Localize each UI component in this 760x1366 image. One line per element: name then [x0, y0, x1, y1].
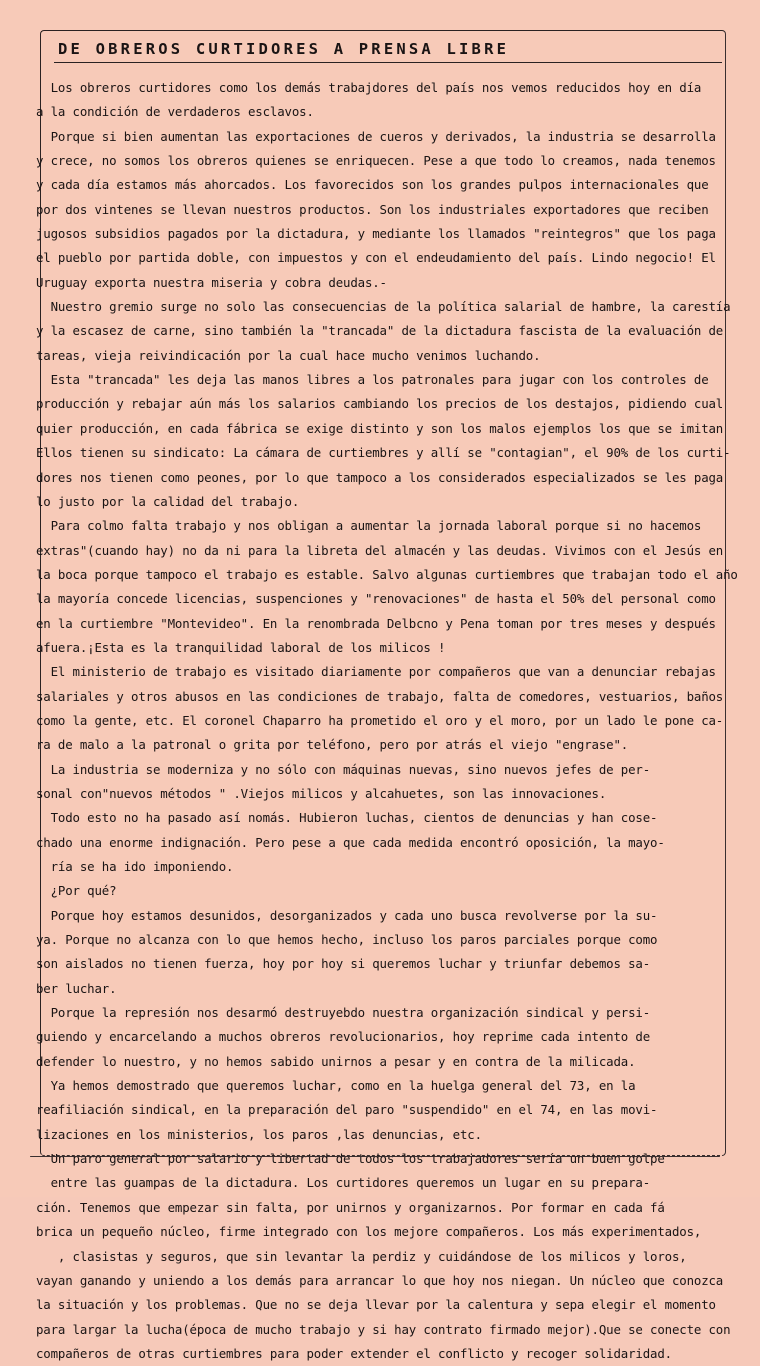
text-line: ya. Porque no alcanza con lo que hemos hecho, incluso los paros parciales porque como	[36, 932, 658, 948]
text-line: en la curtiembre "Montevideo". En la renombrada Delbcno y Pena toman por tres meses y después	[36, 615, 716, 631]
text-line: ra de malo a la patronal o grita por teléfono, pero por atrás el viejo "engrase".	[36, 737, 629, 753]
text-line: Ellos tienen su sindicato: La cámara de curtiembres y allí se "contagian", el 90% de los curti-	[36, 445, 731, 461]
text-line: quier producción, en cada fábrica se exige distinto y son los malos ejemplos los que se imitan	[36, 420, 724, 436]
text-line: son aislados no tienen fuerza, hoy por hoy si queremos luchar y triunfar debemos sa-	[36, 956, 651, 972]
text-line: dores nos tienen como peones, por lo que tampoco a los considerados especializados se les paga	[36, 469, 724, 485]
text-line: para largar la lucha(época de mucho trabajo y si hay contrato firmado mejor).Que se conecte con	[36, 1321, 731, 1337]
text-line: ción. Tenemos que empezar sin falta, por unirnos y organizarnos. Por formar en cada fá	[36, 1199, 665, 1215]
text-line: como la gente, etc. El coronel Chaparro ha prometido el oro y el moro, por un lado le pone ca-	[36, 712, 724, 728]
text-line: tareas, vieja reivindicación por la cual hace mucho venimos luchando.	[36, 347, 541, 363]
text-line: Los obreros curtidores como los demás trabajdores del país nos vemos reducidos hoy en día	[36, 80, 702, 95]
text-line: Todo esto no ha pasado así nomás. Hubieron luchas, cientos de denuncias y han cose-	[36, 810, 658, 826]
text-line: , clasistas y seguros, que sin levantar la perdiz y cuidándose de los milicos y loros,	[36, 1248, 687, 1264]
text-line: afuera.¡Esta es la tranquilidad laboral de los milicos !	[36, 639, 446, 655]
text-line: y la escasez de carne, sino también la "trancada" de la dictadura fascista de la evaluación de	[36, 323, 724, 339]
text-line: vayan ganando y uniendo a los demás para arrancar lo que hoy nos niegan. Un núcleo que conozca	[36, 1272, 724, 1288]
title-underline	[54, 62, 722, 63]
text-line: extras"(cuando hay) no da ni para la libreta del almacén y las deudas. Vivimos con el Jesús en	[36, 542, 724, 558]
text-line: brica un pequeño núcleo, firme integrado con los mejore compañeros. Los más experimentados,	[36, 1224, 702, 1240]
text-line: Uruguay exporta nuestra miseria y cobra deudas.-	[36, 274, 387, 290]
text-line: salariales y otros abusos en las condiciones de trabajo, falta de comedores, vestuarios, baños	[36, 688, 724, 704]
text-line: a la condición de verdaderos esclavos.	[36, 104, 314, 120]
text-line: y cada día estamos más ahorcados. Los favorecidos son los grandes pulpos internacionales que	[36, 177, 709, 193]
text-line: y crece, no somos los obreros quienes se enriquecen. Pese a que todo lo creamos, nada tenemos	[36, 153, 716, 169]
text-line: entre las guampas de la dictadura. Los curtidores queremos un lugar en su prepara-	[36, 1175, 651, 1191]
text-line: defender lo nuestro, y no hemos sabido unirnos a pesar y en contra de la milicada.	[36, 1053, 636, 1069]
text-line: guiendo y encarcelando a muchos obreros revolucionarios, hoy reprime cada intento de	[36, 1029, 651, 1045]
text-line: jugosos subsidios pagados por la dictadura, y mediante los llamados "reintegros" que los paga	[36, 226, 716, 242]
bottom-rule	[30, 1156, 720, 1157]
text-line: la boca porque tampoco el trabajo es estable. Salvo algunas curtiembres que trabajan todo el año	[36, 566, 738, 582]
text-line: Porque hoy estamos desunidos, desorganizados y cada uno busca revolverse por la su-	[36, 907, 658, 923]
text-line: lizaciones en los ministerios, los paros ,las denuncias, etc.	[36, 1126, 482, 1142]
text-line: Esta "trancada" les deja las manos libres a los patronales para jugar con los controles de	[36, 372, 709, 388]
text-line: Porque si bien aumentan las exportaciones de cueros y derivados, la industria se desarrolla	[36, 128, 716, 144]
text-line: El ministerio de trabajo es visitado diariamente por compañeros que van a denunciar rebajas	[36, 664, 716, 680]
text-line: chado una enorme indignación. Pero pese a que cada medida encontró oposición, la mayo-	[36, 834, 665, 850]
text-line: Nuestro gremio surge no solo las consecuencias de la política salarial de hambre, la carestía	[36, 299, 731, 315]
text-line: ¿Por qué?	[36, 883, 117, 899]
text-line: Ya hemos demostrado que queremos luchar, como en la huelga general del 73, en la	[36, 1078, 636, 1094]
text-line: Porque la represión nos desarmó destruyebdo nuestra organización sindical y persi-	[36, 1005, 651, 1021]
text-line: sonal con"nuevos métodos " .Viejos milicos y alcahuetes, son las innovaciones.	[36, 785, 607, 801]
text-line: por dos vintenes se llevan nuestros productos. Son los industriales exportadores que reciben	[36, 201, 709, 217]
text-line: la situación y los problemas. Que no se deja llevar por la calentura y sepa elegir el momento	[36, 1297, 716, 1313]
text-line: La industria se moderniza y no sólo con máquinas nuevas, sino nuevos jefes de per-	[36, 761, 651, 777]
text-line: ber luchar.	[36, 980, 117, 996]
text-line: la mayoría concede licencias, suspenciones y "renovaciones" de hasta el 50% del personal como	[36, 591, 716, 607]
text-line: producción y rebajar aún más los salarios cambiando los precios de los destajos, pidiendo cual	[36, 396, 724, 412]
text-line: lo justo por la calidad del trabajo.	[36, 493, 300, 509]
text-line: el pueblo por partida doble, con impuestos y con el endeudamiento del país. Lindo negocio! El	[36, 250, 716, 266]
document-title: DE OBREROS CURTIDORES A PRENSA LIBRE	[58, 40, 510, 58]
text-line: Para colmo falta trabajo y nos obligan a aumentar la jornada laboral porque si no hacemos	[36, 518, 702, 534]
text-line: ría se ha ido imponiendo.	[36, 859, 234, 874]
text-line: compañeros de otras curtiembres para poder extender el conflicto y recoger solidaridad.	[36, 1345, 672, 1361]
text-line: Un paro general por salario y libertad de todos los trabajadores sería un buen golpe	[36, 1151, 665, 1167]
text-line: reafiliación sindical, en la preparación del paro "suspendido" en el 74, en las movi-	[36, 1102, 658, 1118]
document-body	[36, 76, 738, 1366]
